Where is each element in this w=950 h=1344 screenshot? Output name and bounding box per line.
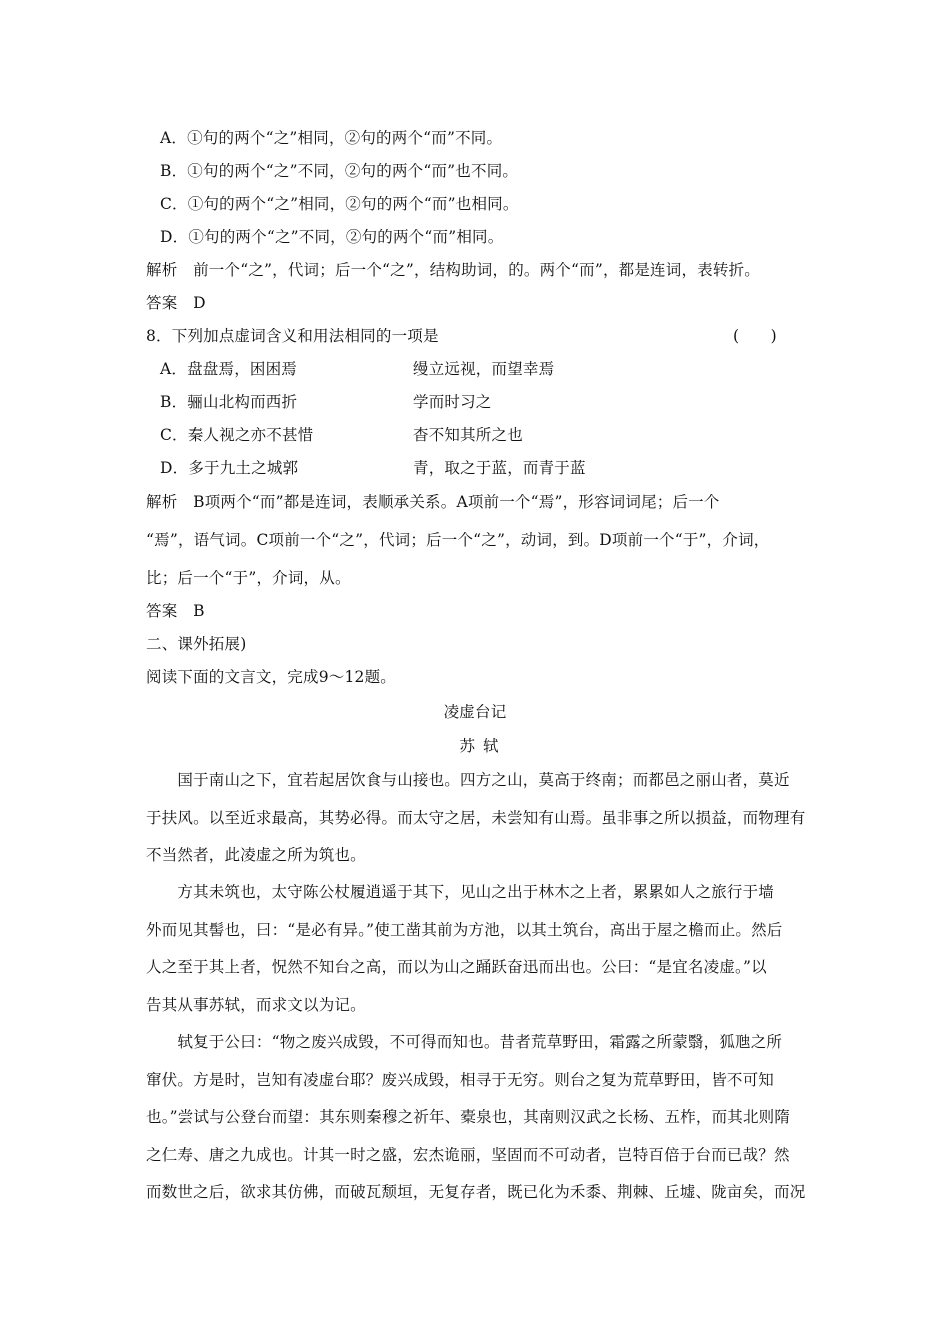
q8-option-d-right: 青，取之于蓝，而青于蓝 bbox=[413, 459, 586, 477]
q7-option-d: D．①句的两个“之”不同，②句的两个“而”相同。 bbox=[160, 228, 504, 246]
q7-option-a: A．①句的两个“之”相同，②句的两个“而”不同。 bbox=[160, 129, 503, 147]
essay-line: 外而见其髻也，曰：“是必有异。”使工凿其前为方池，以其土筑台，高出于屋之檐而止。然后 bbox=[146, 921, 783, 939]
q8-option-d-left: D．多于九土之城郭 bbox=[160, 459, 299, 477]
essay-title: 凌虚台记 bbox=[443, 703, 507, 721]
q7-option-b: B．①句的两个“之”不同，②句的两个“而”也不同。 bbox=[160, 162, 519, 180]
essay-line: 于扶风。以至近求最高，其势必得。而太守之居，未尝知有山焉。虽非事之所以损益，而物理有 bbox=[146, 809, 806, 827]
q7-analysis: 解析 前一个“之”，代词；后一个“之”，结构助词，的。两个“而”，都是连词，表转折。 bbox=[146, 261, 760, 279]
essay-line: 人之至于其上者，怳然不知台之高，而以为山之踊跃奋迅而出也。公曰：“是宜名凌虚。”以 bbox=[146, 958, 767, 976]
q8-answer: 答案 B bbox=[146, 602, 205, 620]
q8-analysis-line: 比；后一个“于”，介词，从。 bbox=[146, 569, 351, 587]
q8-option-b-left: B．骊山北构而西折 bbox=[160, 393, 298, 411]
essay-line: 也。”尝试与公登台而望：其东则秦穆之祈年、橐泉也，其南则汉武之长杨、五柞，而其北则隋 bbox=[146, 1108, 791, 1126]
q7-answer: 答案 D bbox=[146, 294, 206, 312]
q8-analysis-line: “焉”，语气词。C项前一个“之”，代词；后一个“之”，动词，到。D项前一个“于”，介词， bbox=[146, 531, 770, 549]
q7-option-c: C．①句的两个“之”相同，②句的两个“而”也相同。 bbox=[160, 195, 519, 213]
q8-option-b-right: 学而时习之 bbox=[413, 393, 492, 411]
essay-line: 轼复于公曰：“物之废兴成毁，不可得而知也。昔者荒草野田，霜露之所蒙翳，狐虺之所 bbox=[146, 1033, 783, 1051]
q8-option-a-right: 缦立远视，而望幸焉 bbox=[413, 360, 555, 378]
reading-instruction: 阅读下面的文言文，完成9～12题。 bbox=[146, 668, 396, 686]
q8-analysis-line: 解析 B项两个“而”都是连词，表顺承关系。A项前一个“焉”，形容词词尾；后一个 bbox=[146, 493, 720, 511]
essay-line: 而数世之后，欲求其仿佛，而破瓦颓垣，无复存者，既已化为禾黍、荆棘、丘墟、陇亩矣，而况 bbox=[146, 1183, 806, 1201]
essay-line: 方其未筑也，太守陈公杖履逍遥于其下，见山之出于林木之上者，累累如人之旅行于墙 bbox=[146, 883, 775, 901]
essay-line: 窜伏。方是时，岂知有凌虚台耶？废兴成毁，相寻于无穷。则台之复为荒草野田，皆不可知 bbox=[146, 1071, 775, 1089]
q8-option-c-right: 杳不知其所之也 bbox=[413, 426, 523, 444]
q8-option-c-left: C．秦人视之亦不甚惜 bbox=[160, 426, 314, 444]
section-title: 二、课外拓展) bbox=[146, 635, 247, 653]
q8-stem: 8．下列加点虚词含义和用法相同的一项是 bbox=[146, 327, 439, 345]
essay-author: 苏轼 bbox=[459, 737, 507, 755]
q8-answer-paren: ( ) bbox=[733, 327, 777, 345]
q8-option-a-left: A．盘盘焉，困困焉 bbox=[160, 360, 297, 378]
essay-line: 告其从事苏轼，而求文以为记。 bbox=[146, 996, 366, 1014]
essay-line: 之仁寿、唐之九成也。计其一时之盛，宏杰诡丽，坚固而不可动者，岂特百倍于台而已哉？然 bbox=[146, 1146, 790, 1164]
essay-line: 不当然者，此凌虚之所为筑也。 bbox=[146, 846, 366, 864]
essay-line: 国于南山之下，宜若起居饮食与山接也。四方之山，莫高于终南；而都邑之丽山者，莫近 bbox=[146, 771, 790, 789]
